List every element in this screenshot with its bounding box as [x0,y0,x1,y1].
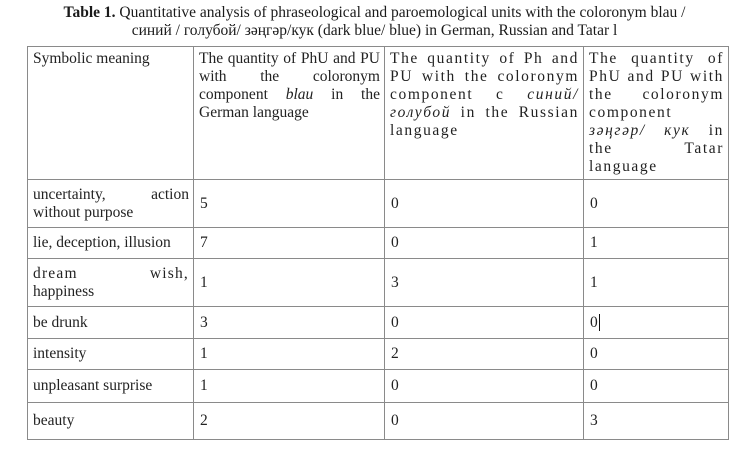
cell-tatar-value[interactable]: 0 [584,370,729,403]
cell-meaning[interactable]: uncertainty, action without purpose [28,180,194,228]
cell-meaning[interactable]: intensity [28,339,194,370]
cell-german-value[interactable]: 5 [194,180,385,228]
cell-tatar-value[interactable]: 0 [584,180,729,228]
cell-meaning-line-1: dream wish, [33,264,189,282]
cell-russian-value[interactable]: 0 [385,370,584,403]
cell-german-value[interactable]: 1 [194,339,385,370]
cell-meaning[interactable]: unpleasant surprise [28,370,194,403]
cell-german-value[interactable]: 7 [194,228,385,259]
header-german-pre: The quantity of PhU and PU with the coloronym component [199,50,380,103]
table-caption [0,4,749,40]
header-german[interactable] [194,47,385,180]
cell-meaning[interactable] [28,259,194,307]
header-tatar[interactable] [584,47,729,180]
caption-line-2: синий / голубой/ зәңгәр/кук (dark blue/ blue) in German, Russian and Tatar l [131,22,618,39]
cell-russian-value[interactable]: 3 [385,259,584,307]
cell-german-value[interactable]: 1 [194,370,385,403]
table-row [28,403,729,440]
cell-meaning[interactable]: lie, deception, illusion [28,228,194,259]
table-row [28,370,729,403]
cell-tatar-value[interactable]: 3 [584,403,729,440]
header-russian-pre: The quantity of Ph and PU with the coloronym component с [390,50,579,103]
cell-russian-value[interactable]: 0 [385,180,584,228]
table-row [28,180,729,228]
cell-tatar-value[interactable] [584,307,729,339]
table-row [28,307,729,339]
table-row [28,259,729,307]
text-cursor [599,314,600,331]
header-tatar-post: in the Tatar language [589,122,724,175]
caption-label: Table 1. [63,4,116,21]
cell-tatar-value[interactable]: 1 [584,228,729,259]
cell-tatar-value[interactable]: 0 [584,339,729,370]
cell-tatar-value-text: 0 [590,313,598,331]
cell-tatar-value[interactable]: 1 [584,259,729,307]
cell-russian-value[interactable]: 0 [385,228,584,259]
data-table [27,46,729,440]
header-german-term: blau [285,86,314,103]
caption-text-1: Quantitative analysis of phraseological and paroemological units with the coloronym blau / [115,4,686,21]
header-russian-term: синий/ голубой [390,86,579,121]
cell-german-value[interactable]: 2 [194,403,385,440]
cell-russian-value[interactable]: 0 [385,403,584,440]
cell-german-value[interactable]: 3 [194,307,385,339]
cell-german-value[interactable]: 1 [194,259,385,307]
header-russian[interactable] [385,47,584,180]
table-row [28,339,729,370]
cell-russian-value[interactable]: 0 [385,307,584,339]
header-tatar-term: зәңгәр/ кук [589,122,691,139]
table-header-row [28,47,729,180]
cell-russian-value[interactable]: 2 [385,339,584,370]
header-tatar-pre: The quantity of PhU and PU with the coloronym component [589,50,724,121]
header-german-post: in the German language [199,86,380,121]
header-russian-post: in the Russian language [390,104,579,139]
caption-line-1 [0,4,749,22]
cell-meaning[interactable]: be drunk [28,307,194,339]
cell-meaning-line-2: happiness [33,282,95,300]
cell-meaning[interactable]: beauty [28,403,194,440]
table-row [28,228,729,259]
header-symbolic-meaning[interactable]: Symbolic meaning [28,47,194,180]
